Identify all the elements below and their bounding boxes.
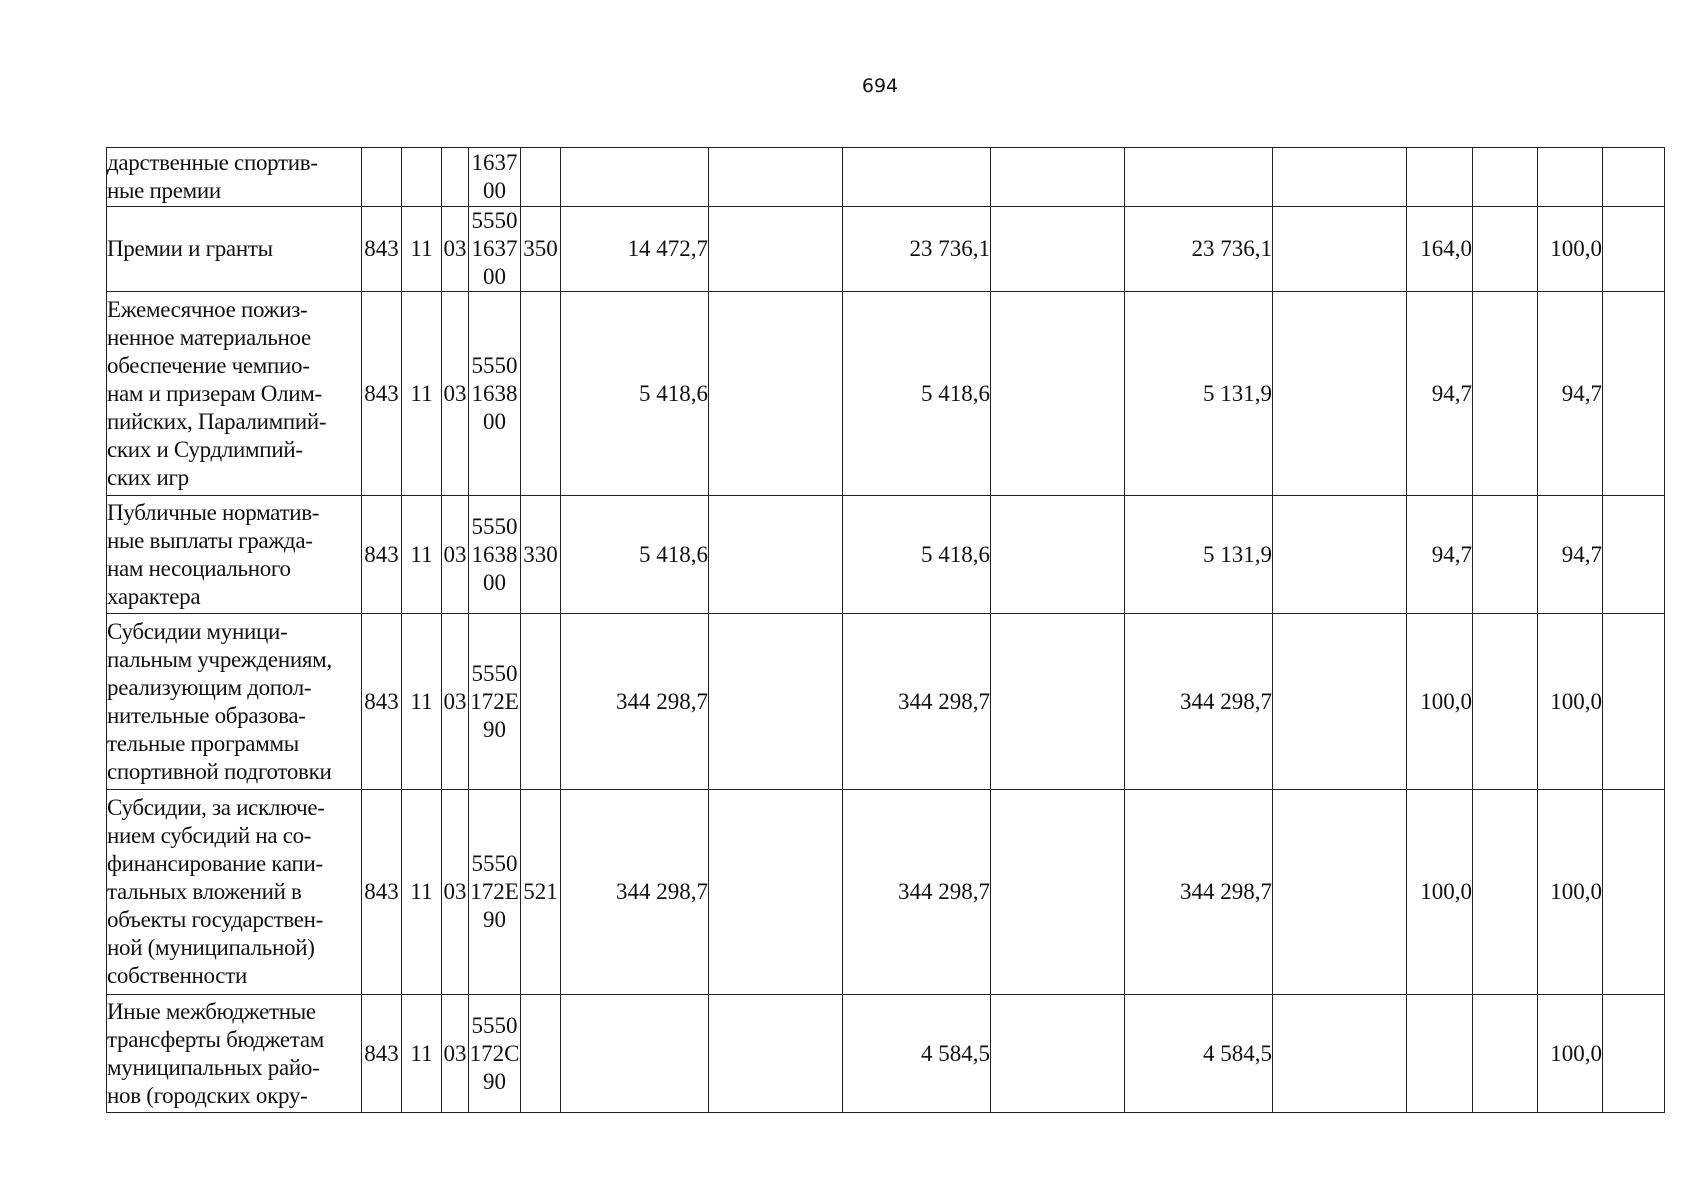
- rz-code-cell: 11: [402, 207, 442, 292]
- table-row: [107, 292, 1665, 496]
- empty-cell: [709, 614, 843, 790]
- pr-code-cell: 03: [442, 614, 469, 790]
- value-cell-1: 344 298,7: [561, 614, 709, 790]
- empty-cell: [991, 995, 1125, 1113]
- value-cell-1: [561, 148, 709, 207]
- percent-cell-2: 100,0: [1538, 207, 1603, 292]
- empty-cell: [991, 790, 1125, 995]
- empty-cell: [709, 995, 843, 1113]
- percent-cell-1: [1407, 995, 1473, 1113]
- empty-cell: [1273, 148, 1407, 207]
- csr-code-cell: 1637 00: [469, 148, 521, 207]
- empty-cell: [1473, 207, 1538, 292]
- ved-code-cell: 843: [362, 496, 402, 614]
- vr-code-cell: 350: [521, 207, 561, 292]
- value-cell-1: 5 418,6: [561, 292, 709, 496]
- empty-cell: [1603, 207, 1665, 292]
- csr-code-cell: 5550 172С 90: [469, 995, 521, 1113]
- rz-code-cell: 11: [402, 614, 442, 790]
- item-name-cell: Премии и гранты: [107, 207, 362, 292]
- item-name-cell: Ежемесячное пожиз- ненное материальное обеспечение чемпио- нам и призерам Олим- пийских, Паралимпий- ских и Сурдлимпий- ских игр: [107, 292, 362, 496]
- ved-code-cell: 843: [362, 790, 402, 995]
- value-cell-2: 5 418,6: [843, 292, 991, 496]
- empty-cell: [1603, 790, 1665, 995]
- empty-cell: [1603, 292, 1665, 496]
- percent-cell-1: 94,7: [1407, 496, 1473, 614]
- value-cell-2: [843, 148, 991, 207]
- vr-code-cell: [521, 614, 561, 790]
- percent-cell-1: 100,0: [1407, 614, 1473, 790]
- value-cell-3: 5 131,9: [1125, 496, 1273, 614]
- value-cell-2: 5 418,6: [843, 496, 991, 614]
- empty-cell: [991, 207, 1125, 292]
- csr-code-cell: 5550 172Е 90: [469, 790, 521, 995]
- value-cell-3: 4 584,5: [1125, 995, 1273, 1113]
- value-cell-2: 344 298,7: [843, 614, 991, 790]
- value-cell-1: 344 298,7: [561, 790, 709, 995]
- table-row: [107, 614, 1665, 790]
- value-cell-3: 5 131,9: [1125, 292, 1273, 496]
- empty-cell: [1473, 148, 1538, 207]
- empty-cell: [991, 496, 1125, 614]
- empty-cell: [1603, 614, 1665, 790]
- item-name-cell: Субсидии, за исключе- нием субсидий на со- финансирование капи- тальных вложений в объекты государствен- ной (муниципальной) собственности: [107, 790, 362, 995]
- empty-cell: [1273, 614, 1407, 790]
- pr-code-cell: [442, 148, 469, 207]
- value-cell-2: 23 736,1: [843, 207, 991, 292]
- value-cell-1: 14 472,7: [561, 207, 709, 292]
- empty-cell: [709, 496, 843, 614]
- value-cell-2: 344 298,7: [843, 790, 991, 995]
- value-cell-1: 5 418,6: [561, 496, 709, 614]
- ved-code-cell: 843: [362, 614, 402, 790]
- page-number: 694: [861, 75, 899, 97]
- table-row: [107, 207, 1665, 292]
- rz-code-cell: 11: [402, 995, 442, 1113]
- empty-cell: [709, 790, 843, 995]
- value-cell-2: 4 584,5: [843, 995, 991, 1113]
- empty-cell: [709, 148, 843, 207]
- percent-cell-2: 100,0: [1538, 995, 1603, 1113]
- percent-cell-1: [1407, 148, 1473, 207]
- empty-cell: [1473, 292, 1538, 496]
- empty-cell: [1603, 496, 1665, 614]
- empty-cell: [1273, 790, 1407, 995]
- ved-code-cell: 843: [362, 207, 402, 292]
- csr-code-cell: 5550 1638 00: [469, 292, 521, 496]
- empty-cell: [1273, 496, 1407, 614]
- vr-code-cell: [521, 148, 561, 207]
- item-name-cell: Субсидии муници- пальным учреждениям, реализующим допол- нительные образова- тельные программы спортивной подготовки: [107, 614, 362, 790]
- item-name-cell: Иные межбюджетные трансферты бюджетам муниципальных райо- нов (городских окру-: [107, 995, 362, 1113]
- empty-cell: [991, 614, 1125, 790]
- empty-cell: [1273, 292, 1407, 496]
- rz-code-cell: 11: [402, 292, 442, 496]
- empty-cell: [1603, 148, 1665, 207]
- table-row: [107, 148, 1665, 207]
- empty-cell: [991, 292, 1125, 496]
- rz-code-cell: 11: [402, 790, 442, 995]
- value-cell-3: [1125, 148, 1273, 207]
- percent-cell-1: 94,7: [1407, 292, 1473, 496]
- empty-cell: [1473, 790, 1538, 995]
- vr-code-cell: 330: [521, 496, 561, 614]
- csr-code-cell: 5550 1637 00: [469, 207, 521, 292]
- value-cell-3: 23 736,1: [1125, 207, 1273, 292]
- empty-cell: [709, 207, 843, 292]
- vr-code-cell: [521, 292, 561, 496]
- table-row: [107, 790, 1665, 995]
- percent-cell-1: 164,0: [1407, 207, 1473, 292]
- empty-cell: [1603, 995, 1665, 1113]
- empty-cell: [1273, 207, 1407, 292]
- pr-code-cell: 03: [442, 496, 469, 614]
- percent-cell-2: 94,7: [1538, 292, 1603, 496]
- csr-code-cell: 5550 172Е 90: [469, 614, 521, 790]
- pr-code-cell: 03: [442, 995, 469, 1113]
- rz-code-cell: [402, 148, 442, 207]
- percent-cell-2: [1538, 148, 1603, 207]
- empty-cell: [991, 148, 1125, 207]
- ved-code-cell: [362, 148, 402, 207]
- csr-code-cell: 5550 1638 00: [469, 496, 521, 614]
- vr-code-cell: 521: [521, 790, 561, 995]
- vr-code-cell: [521, 995, 561, 1113]
- budget-table: [106, 147, 1665, 1113]
- rz-code-cell: 11: [402, 496, 442, 614]
- percent-cell-1: 100,0: [1407, 790, 1473, 995]
- empty-cell: [1473, 995, 1538, 1113]
- value-cell-3: 344 298,7: [1125, 614, 1273, 790]
- pr-code-cell: 03: [442, 790, 469, 995]
- ved-code-cell: 843: [362, 995, 402, 1113]
- pr-code-cell: 03: [442, 207, 469, 292]
- ved-code-cell: 843: [362, 292, 402, 496]
- value-cell-3: 344 298,7: [1125, 790, 1273, 995]
- percent-cell-2: 100,0: [1538, 614, 1603, 790]
- value-cell-1: [561, 995, 709, 1113]
- item-name-cell: Публичные норматив- ные выплаты гражда- нам несоциального характера: [107, 496, 362, 614]
- percent-cell-2: 100,0: [1538, 790, 1603, 995]
- empty-cell: [1473, 496, 1538, 614]
- item-name-cell: дарственные спортив- ные премии: [107, 148, 362, 207]
- table-row: [107, 995, 1665, 1113]
- empty-cell: [1273, 995, 1407, 1113]
- percent-cell-2: 94,7: [1538, 496, 1603, 614]
- empty-cell: [1473, 614, 1538, 790]
- empty-cell: [709, 292, 843, 496]
- table-row: [107, 496, 1665, 614]
- pr-code-cell: 03: [442, 292, 469, 496]
